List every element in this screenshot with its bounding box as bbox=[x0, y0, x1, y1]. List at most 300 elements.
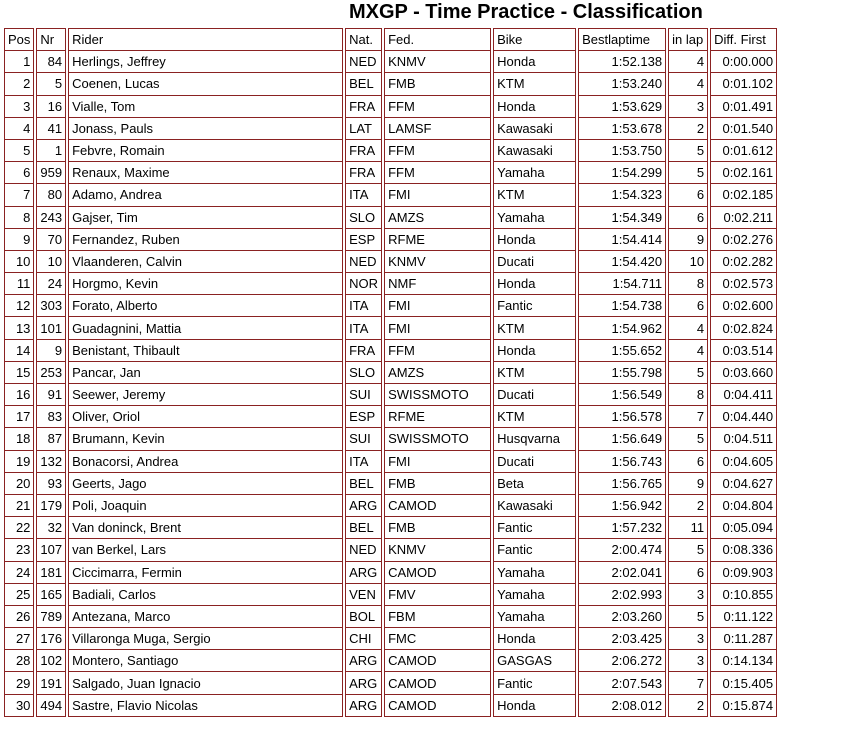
table-row bbox=[4, 584, 777, 606]
pos-cell: 26 bbox=[4, 606, 34, 628]
pos-cell: 21 bbox=[4, 495, 34, 517]
rider-cell: Benistant, Thibault bbox=[68, 340, 343, 362]
diff-first-cell: 0:11.122 bbox=[710, 606, 777, 628]
nat-cell: ARG bbox=[345, 650, 382, 672]
bike-cell: Honda bbox=[493, 340, 576, 362]
nat-cell: ESP bbox=[345, 406, 382, 428]
bestlaptime-cell: 2:06.272 bbox=[578, 650, 666, 672]
pos-cell: 28 bbox=[4, 650, 34, 672]
pos-cell: 8 bbox=[4, 207, 34, 229]
fed-cell: KNMV bbox=[384, 251, 491, 273]
diff-first-cell: 0:01.102 bbox=[710, 73, 777, 95]
diff-first-cell: 0:03.660 bbox=[710, 362, 777, 384]
nat-cell: ARG bbox=[345, 695, 382, 717]
fed-cell: SWISSMOTO bbox=[384, 384, 491, 406]
pos-cell: 7 bbox=[4, 184, 34, 206]
bestlaptime-cell: 1:55.798 bbox=[578, 362, 666, 384]
nr-cell: 176 bbox=[36, 628, 66, 650]
table-row bbox=[4, 73, 777, 95]
nr-cell: 5 bbox=[36, 73, 66, 95]
nr-cell: 41 bbox=[36, 118, 66, 140]
diff-first-cell: 0:04.804 bbox=[710, 495, 777, 517]
fed-cell: FMC bbox=[384, 628, 491, 650]
bike-cell: Yamaha bbox=[493, 562, 576, 584]
in-lap-cell: 3 bbox=[668, 96, 708, 118]
rider-cell: Renaux, Maxime bbox=[68, 162, 343, 184]
bestlaptime-cell: 1:54.738 bbox=[578, 295, 666, 317]
column-header-in-lap: in lap bbox=[668, 28, 708, 51]
pos-cell: 1 bbox=[4, 51, 34, 73]
fed-cell: RFME bbox=[384, 229, 491, 251]
pos-cell: 23 bbox=[4, 539, 34, 561]
nr-cell: 243 bbox=[36, 207, 66, 229]
bestlaptime-cell: 1:54.323 bbox=[578, 184, 666, 206]
fed-cell: FFM bbox=[384, 140, 491, 162]
diff-first-cell: 0:04.511 bbox=[710, 428, 777, 450]
nr-cell: 179 bbox=[36, 495, 66, 517]
bike-cell: Fantic bbox=[493, 517, 576, 539]
bestlaptime-cell: 1:56.578 bbox=[578, 406, 666, 428]
rider-cell: Forato, Alberto bbox=[68, 295, 343, 317]
nat-cell: FRA bbox=[345, 140, 382, 162]
rider-cell: Vlaanderen, Calvin bbox=[68, 251, 343, 273]
bike-cell: Kawasaki bbox=[493, 140, 576, 162]
bestlaptime-cell: 1:54.414 bbox=[578, 229, 666, 251]
bestlaptime-cell: 1:56.743 bbox=[578, 451, 666, 473]
nat-cell: NOR bbox=[345, 273, 382, 295]
nat-cell: BOL bbox=[345, 606, 382, 628]
bestlaptime-cell: 1:54.962 bbox=[578, 317, 666, 339]
bestlaptime-cell: 1:56.649 bbox=[578, 428, 666, 450]
in-lap-cell: 2 bbox=[668, 118, 708, 140]
rider-cell: van Berkel, Lars bbox=[68, 539, 343, 561]
diff-first-cell: 0:02.282 bbox=[710, 251, 777, 273]
nr-cell: 181 bbox=[36, 562, 66, 584]
bestlaptime-cell: 2:03.425 bbox=[578, 628, 666, 650]
fed-cell: AMZS bbox=[384, 362, 491, 384]
fed-cell: FFM bbox=[384, 162, 491, 184]
in-lap-cell: 4 bbox=[668, 73, 708, 95]
rider-cell: Guadagnini, Mattia bbox=[68, 317, 343, 339]
fed-cell: NMF bbox=[384, 273, 491, 295]
nat-cell: FRA bbox=[345, 96, 382, 118]
table-row bbox=[4, 428, 777, 450]
nr-cell: 494 bbox=[36, 695, 66, 717]
nr-cell: 132 bbox=[36, 451, 66, 473]
pos-cell: 24 bbox=[4, 562, 34, 584]
pos-cell: 11 bbox=[4, 273, 34, 295]
table-row bbox=[4, 695, 777, 717]
diff-first-cell: 0:02.824 bbox=[710, 317, 777, 339]
table-row bbox=[4, 517, 777, 539]
bike-cell: Fantic bbox=[493, 539, 576, 561]
pos-cell: 2 bbox=[4, 73, 34, 95]
bestlaptime-cell: 1:56.549 bbox=[578, 384, 666, 406]
nr-cell: 91 bbox=[36, 384, 66, 406]
pos-cell: 15 bbox=[4, 362, 34, 384]
classification-table bbox=[2, 28, 779, 717]
table-row bbox=[4, 628, 777, 650]
diff-first-cell: 0:02.573 bbox=[710, 273, 777, 295]
bestlaptime-cell: 2:07.543 bbox=[578, 672, 666, 694]
nr-cell: 80 bbox=[36, 184, 66, 206]
diff-first-cell: 0:04.411 bbox=[710, 384, 777, 406]
table-row bbox=[4, 451, 777, 473]
nat-cell: ARG bbox=[345, 672, 382, 694]
bike-cell: Kawasaki bbox=[493, 118, 576, 140]
column-header-bestlaptime: Bestlaptime bbox=[578, 28, 666, 51]
in-lap-cell: 6 bbox=[668, 562, 708, 584]
table-row bbox=[4, 650, 777, 672]
table-row bbox=[4, 207, 777, 229]
fed-cell: FMI bbox=[384, 317, 491, 339]
fed-cell: CAMOD bbox=[384, 695, 491, 717]
nr-cell: 191 bbox=[36, 672, 66, 694]
nr-cell: 1 bbox=[36, 140, 66, 162]
bike-cell: Ducati bbox=[493, 384, 576, 406]
in-lap-cell: 5 bbox=[668, 140, 708, 162]
column-header-nat: Nat. bbox=[345, 28, 382, 51]
rider-cell: Vialle, Tom bbox=[68, 96, 343, 118]
nr-cell: 16 bbox=[36, 96, 66, 118]
nat-cell: NED bbox=[345, 251, 382, 273]
fed-cell: KNMV bbox=[384, 539, 491, 561]
nr-cell: 87 bbox=[36, 428, 66, 450]
pos-cell: 17 bbox=[4, 406, 34, 428]
bestlaptime-cell: 1:55.652 bbox=[578, 340, 666, 362]
bestlaptime-cell: 1:53.678 bbox=[578, 118, 666, 140]
nat-cell: CHI bbox=[345, 628, 382, 650]
in-lap-cell: 4 bbox=[668, 51, 708, 73]
bike-cell: Fantic bbox=[493, 672, 576, 694]
bike-cell: KTM bbox=[493, 406, 576, 428]
in-lap-cell: 3 bbox=[668, 628, 708, 650]
in-lap-cell: 8 bbox=[668, 384, 708, 406]
bestlaptime-cell: 2:08.012 bbox=[578, 695, 666, 717]
diff-first-cell: 0:15.405 bbox=[710, 672, 777, 694]
in-lap-cell: 6 bbox=[668, 184, 708, 206]
in-lap-cell: 5 bbox=[668, 162, 708, 184]
pos-cell: 10 bbox=[4, 251, 34, 273]
rider-cell: Salgado, Juan Ignacio bbox=[68, 672, 343, 694]
bike-cell: Honda bbox=[493, 229, 576, 251]
bike-cell: Beta bbox=[493, 473, 576, 495]
rider-cell: Gajser, Tim bbox=[68, 207, 343, 229]
rider-cell: Oliver, Oriol bbox=[68, 406, 343, 428]
bike-cell: Honda bbox=[493, 695, 576, 717]
nat-cell: SUI bbox=[345, 384, 382, 406]
fed-cell: CAMOD bbox=[384, 650, 491, 672]
nat-cell: SUI bbox=[345, 428, 382, 450]
table-row bbox=[4, 162, 777, 184]
table-row bbox=[4, 539, 777, 561]
nat-cell: ESP bbox=[345, 229, 382, 251]
pos-cell: 12 bbox=[4, 295, 34, 317]
pos-cell: 4 bbox=[4, 118, 34, 140]
nr-cell: 959 bbox=[36, 162, 66, 184]
column-header-fed: Fed. bbox=[384, 28, 491, 51]
nr-cell: 9 bbox=[36, 340, 66, 362]
diff-first-cell: 0:04.440 bbox=[710, 406, 777, 428]
diff-first-cell: 0:15.874 bbox=[710, 695, 777, 717]
nat-cell: SLO bbox=[345, 207, 382, 229]
in-lap-cell: 5 bbox=[668, 539, 708, 561]
rider-cell: Poli, Joaquin bbox=[68, 495, 343, 517]
bike-cell: Husqvarna bbox=[493, 428, 576, 450]
table-row bbox=[4, 273, 777, 295]
bike-cell: KTM bbox=[493, 362, 576, 384]
bestlaptime-cell: 1:56.942 bbox=[578, 495, 666, 517]
nat-cell: ITA bbox=[345, 317, 382, 339]
pos-cell: 25 bbox=[4, 584, 34, 606]
table-row bbox=[4, 295, 777, 317]
nr-cell: 102 bbox=[36, 650, 66, 672]
rider-cell: Ciccimarra, Fermin bbox=[68, 562, 343, 584]
in-lap-cell: 5 bbox=[668, 362, 708, 384]
rider-cell: Horgmo, Kevin bbox=[68, 273, 343, 295]
bike-cell: KTM bbox=[493, 317, 576, 339]
column-header-nr: Nr bbox=[36, 28, 66, 51]
table-row bbox=[4, 118, 777, 140]
rider-cell: Van doninck, Brent bbox=[68, 517, 343, 539]
bestlaptime-cell: 1:54.299 bbox=[578, 162, 666, 184]
pos-cell: 18 bbox=[4, 428, 34, 450]
in-lap-cell: 9 bbox=[668, 229, 708, 251]
rider-cell: Herlings, Jeffrey bbox=[68, 51, 343, 73]
pos-cell: 30 bbox=[4, 695, 34, 717]
pos-cell: 14 bbox=[4, 340, 34, 362]
bestlaptime-cell: 1:54.711 bbox=[578, 273, 666, 295]
nr-cell: 93 bbox=[36, 473, 66, 495]
bestlaptime-cell: 2:02.041 bbox=[578, 562, 666, 584]
nr-cell: 107 bbox=[36, 539, 66, 561]
diff-first-cell: 0:02.211 bbox=[710, 207, 777, 229]
diff-first-cell: 0:01.540 bbox=[710, 118, 777, 140]
rider-cell: Jonass, Pauls bbox=[68, 118, 343, 140]
fed-cell: FFM bbox=[384, 96, 491, 118]
rider-cell: Brumann, Kevin bbox=[68, 428, 343, 450]
bike-cell: Honda bbox=[493, 96, 576, 118]
diff-first-cell: 0:01.612 bbox=[710, 140, 777, 162]
in-lap-cell: 6 bbox=[668, 207, 708, 229]
nat-cell: NED bbox=[345, 51, 382, 73]
diff-first-cell: 0:14.134 bbox=[710, 650, 777, 672]
bike-cell: KTM bbox=[493, 184, 576, 206]
in-lap-cell: 7 bbox=[668, 672, 708, 694]
table-row bbox=[4, 406, 777, 428]
fed-cell: RFME bbox=[384, 406, 491, 428]
rider-cell: Geerts, Jago bbox=[68, 473, 343, 495]
in-lap-cell: 2 bbox=[668, 695, 708, 717]
rider-cell: Fernandez, Ruben bbox=[68, 229, 343, 251]
diff-first-cell: 0:01.491 bbox=[710, 96, 777, 118]
pos-cell: 3 bbox=[4, 96, 34, 118]
nat-cell: BEL bbox=[345, 517, 382, 539]
rider-cell: Adamo, Andrea bbox=[68, 184, 343, 206]
table-row bbox=[4, 606, 777, 628]
table-row bbox=[4, 317, 777, 339]
nat-cell: VEN bbox=[345, 584, 382, 606]
bike-cell: Yamaha bbox=[493, 584, 576, 606]
bike-cell: Yamaha bbox=[493, 162, 576, 184]
nr-cell: 165 bbox=[36, 584, 66, 606]
diff-first-cell: 0:04.605 bbox=[710, 451, 777, 473]
diff-first-cell: 0:10.855 bbox=[710, 584, 777, 606]
pos-cell: 6 bbox=[4, 162, 34, 184]
fed-cell: FMV bbox=[384, 584, 491, 606]
nr-cell: 83 bbox=[36, 406, 66, 428]
nr-cell: 101 bbox=[36, 317, 66, 339]
pos-cell: 20 bbox=[4, 473, 34, 495]
diff-first-cell: 0:08.336 bbox=[710, 539, 777, 561]
in-lap-cell: 3 bbox=[668, 650, 708, 672]
fed-cell: FMI bbox=[384, 295, 491, 317]
nat-cell: ARG bbox=[345, 495, 382, 517]
fed-cell: AMZS bbox=[384, 207, 491, 229]
table-row bbox=[4, 229, 777, 251]
nr-cell: 253 bbox=[36, 362, 66, 384]
nat-cell: NED bbox=[345, 539, 382, 561]
in-lap-cell: 6 bbox=[668, 295, 708, 317]
bike-cell: Honda bbox=[493, 628, 576, 650]
fed-cell: FBM bbox=[384, 606, 491, 628]
bestlaptime-cell: 1:53.240 bbox=[578, 73, 666, 95]
diff-first-cell: 0:11.287 bbox=[710, 628, 777, 650]
nr-cell: 303 bbox=[36, 295, 66, 317]
fed-cell: CAMOD bbox=[384, 495, 491, 517]
pos-cell: 9 bbox=[4, 229, 34, 251]
nat-cell: SLO bbox=[345, 362, 382, 384]
nat-cell: FRA bbox=[345, 162, 382, 184]
rider-cell: Villaronga Muga, Sergio bbox=[68, 628, 343, 650]
pos-cell: 19 bbox=[4, 451, 34, 473]
diff-first-cell: 0:03.514 bbox=[710, 340, 777, 362]
in-lap-cell: 5 bbox=[668, 428, 708, 450]
rider-cell: Bonacorsi, Andrea bbox=[68, 451, 343, 473]
bike-cell: Ducati bbox=[493, 251, 576, 273]
bike-cell: Yamaha bbox=[493, 207, 576, 229]
fed-cell: FMB bbox=[384, 473, 491, 495]
diff-first-cell: 0:02.185 bbox=[710, 184, 777, 206]
rider-cell: Seewer, Jeremy bbox=[68, 384, 343, 406]
in-lap-cell: 7 bbox=[668, 406, 708, 428]
bestlaptime-cell: 2:02.993 bbox=[578, 584, 666, 606]
bike-cell: Honda bbox=[493, 51, 576, 73]
bestlaptime-cell: 1:52.138 bbox=[578, 51, 666, 73]
table-row bbox=[4, 495, 777, 517]
fed-cell: KNMV bbox=[384, 51, 491, 73]
column-header-bike: Bike bbox=[493, 28, 576, 51]
diff-first-cell: 0:02.161 bbox=[710, 162, 777, 184]
fed-cell: FMB bbox=[384, 73, 491, 95]
diff-first-cell: 0:09.903 bbox=[710, 562, 777, 584]
table-header-row bbox=[4, 28, 777, 51]
rider-cell: Pancar, Jan bbox=[68, 362, 343, 384]
table-row bbox=[4, 140, 777, 162]
nr-cell: 32 bbox=[36, 517, 66, 539]
nr-cell: 24 bbox=[36, 273, 66, 295]
nat-cell: ITA bbox=[345, 295, 382, 317]
bestlaptime-cell: 2:00.474 bbox=[578, 539, 666, 561]
bike-cell: Honda bbox=[493, 273, 576, 295]
in-lap-cell: 10 bbox=[668, 251, 708, 273]
in-lap-cell: 2 bbox=[668, 495, 708, 517]
bestlaptime-cell: 1:53.750 bbox=[578, 140, 666, 162]
bestlaptime-cell: 2:03.260 bbox=[578, 606, 666, 628]
diff-first-cell: 0:02.276 bbox=[710, 229, 777, 251]
bike-cell: Kawasaki bbox=[493, 495, 576, 517]
fed-cell: FMI bbox=[384, 184, 491, 206]
nr-cell: 70 bbox=[36, 229, 66, 251]
nat-cell: ARG bbox=[345, 562, 382, 584]
rider-cell: Febvre, Romain bbox=[68, 140, 343, 162]
nr-cell: 10 bbox=[36, 251, 66, 273]
rider-cell: Coenen, Lucas bbox=[68, 73, 343, 95]
nat-cell: FRA bbox=[345, 340, 382, 362]
table-row bbox=[4, 340, 777, 362]
table-row bbox=[4, 672, 777, 694]
bike-cell: KTM bbox=[493, 73, 576, 95]
pos-cell: 5 bbox=[4, 140, 34, 162]
nat-cell: ITA bbox=[345, 184, 382, 206]
table-row bbox=[4, 184, 777, 206]
bike-cell: Fantic bbox=[493, 295, 576, 317]
column-header-diff-first: Diff. First bbox=[710, 28, 777, 51]
in-lap-cell: 3 bbox=[668, 584, 708, 606]
pos-cell: 27 bbox=[4, 628, 34, 650]
nat-cell: BEL bbox=[345, 73, 382, 95]
rider-cell: Badiali, Carlos bbox=[68, 584, 343, 606]
in-lap-cell: 4 bbox=[668, 317, 708, 339]
diff-first-cell: 0:05.094 bbox=[710, 517, 777, 539]
diff-first-cell: 0:02.600 bbox=[710, 295, 777, 317]
column-header-rider: Rider bbox=[68, 28, 343, 51]
diff-first-cell: 0:04.627 bbox=[710, 473, 777, 495]
rider-cell: Sastre, Flavio Nicolas bbox=[68, 695, 343, 717]
table-row bbox=[4, 362, 777, 384]
in-lap-cell: 5 bbox=[668, 606, 708, 628]
table-row bbox=[4, 562, 777, 584]
table-row bbox=[4, 251, 777, 273]
column-header-pos: Pos bbox=[4, 28, 34, 51]
table-row bbox=[4, 51, 777, 73]
table-row bbox=[4, 473, 777, 495]
page-title: MXGP - Time Practice - Classification bbox=[349, 1, 703, 23]
fed-cell: SWISSMOTO bbox=[384, 428, 491, 450]
fed-cell: CAMOD bbox=[384, 562, 491, 584]
nr-cell: 789 bbox=[36, 606, 66, 628]
in-lap-cell: 8 bbox=[668, 273, 708, 295]
bike-cell: Yamaha bbox=[493, 606, 576, 628]
bike-cell: GASGAS bbox=[493, 650, 576, 672]
fed-cell: LAMSF bbox=[384, 118, 491, 140]
bestlaptime-cell: 1:56.765 bbox=[578, 473, 666, 495]
in-lap-cell: 6 bbox=[668, 451, 708, 473]
diff-first-cell: 0:00.000 bbox=[710, 51, 777, 73]
pos-cell: 13 bbox=[4, 317, 34, 339]
nat-cell: ITA bbox=[345, 451, 382, 473]
bestlaptime-cell: 1:54.420 bbox=[578, 251, 666, 273]
nr-cell: 84 bbox=[36, 51, 66, 73]
rider-cell: Montero, Santiago bbox=[68, 650, 343, 672]
table-row bbox=[4, 384, 777, 406]
fed-cell: FMI bbox=[384, 451, 491, 473]
pos-cell: 22 bbox=[4, 517, 34, 539]
fed-cell: CAMOD bbox=[384, 672, 491, 694]
rider-cell: Antezana, Marco bbox=[68, 606, 343, 628]
bestlaptime-cell: 1:57.232 bbox=[578, 517, 666, 539]
fed-cell: FFM bbox=[384, 340, 491, 362]
